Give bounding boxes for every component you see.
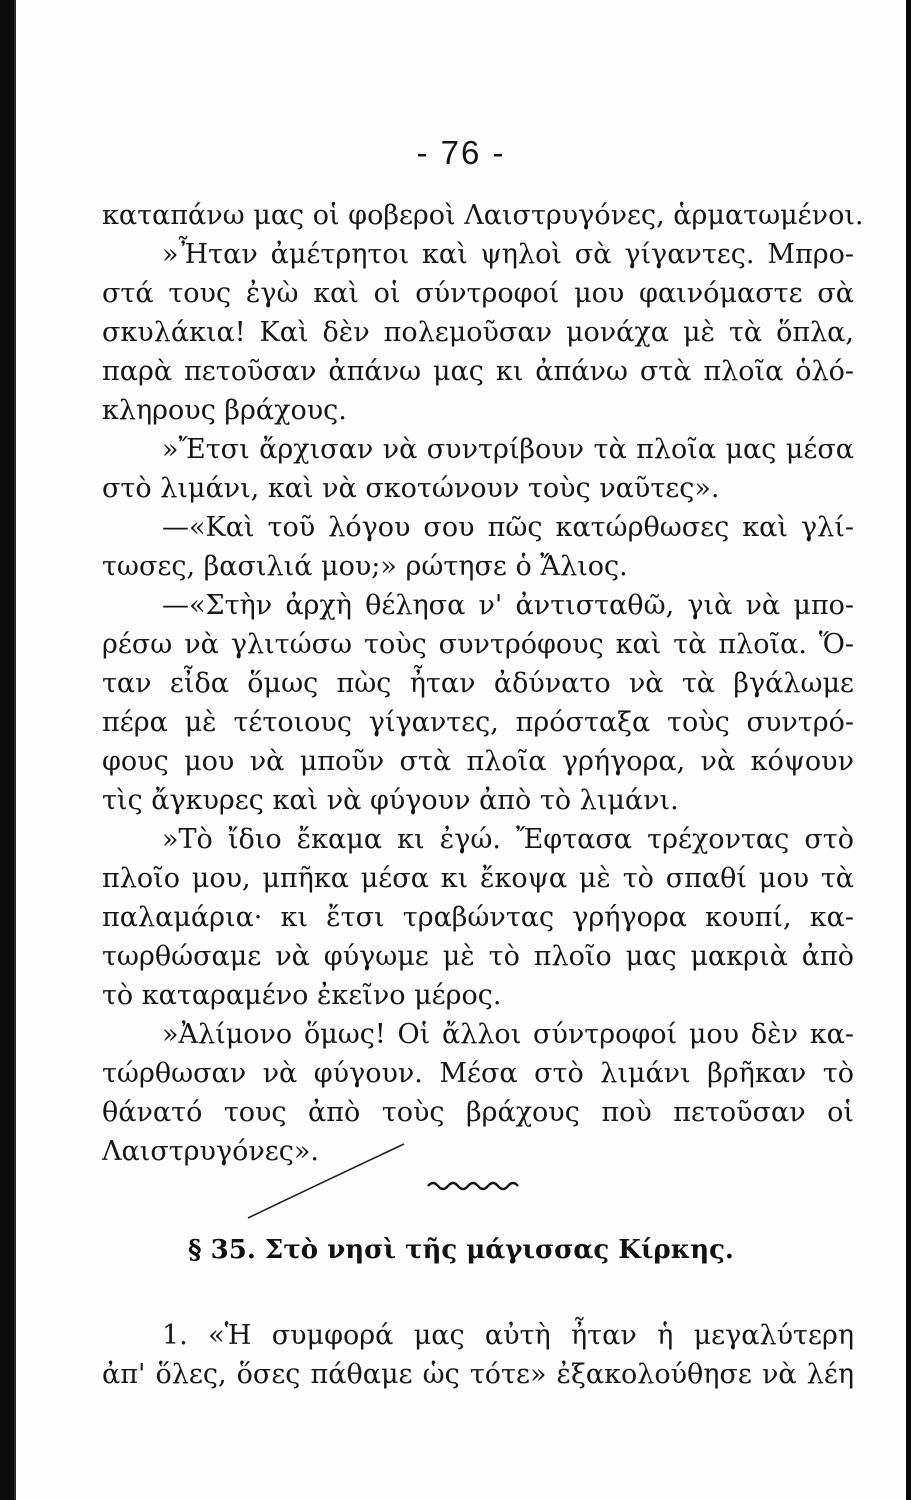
text-line: τωρθώσαμε νὰ φύγωμε μὲ τὸ πλοῖο μας μακριὰ ἀπὸ bbox=[102, 941, 854, 972]
text-line: ἀπ' ὅλες, ὅσες πάθαμε ὡς τότε» ἐξακολούθησε νὰ λέη bbox=[102, 1359, 854, 1390]
text-line: παρὰ πετοῦσαν ἀπάνω μας κι ἀπάνω στὰ πλοῖα ὁλό- bbox=[102, 356, 854, 387]
section-heading: § 35. Στὸ νησὶ τῆς μάγισσας Κίρκης. bbox=[188, 1235, 734, 1265]
pen-stroke-mark bbox=[246, 1140, 406, 1220]
text-line: »Ἔτσι ἄρχισαν νὰ συντρίβουν τὰ πλοῖα μας μέσα bbox=[162, 434, 854, 465]
text-line: —«Καὶ τοῦ λόγου σου πῶς κατώρθωσες καὶ γλί- bbox=[162, 512, 854, 543]
text-line: στά τους ἐγὼ καὶ οἱ σύντροφοί μου φαινόμαστε σὰ bbox=[102, 278, 854, 309]
text-line: παλαμάρια· κι ἔτσι τραβώντας γρήγορα κουπί, κα- bbox=[102, 902, 854, 933]
text-line: τὶς ἄγκυρες καὶ νὰ φύγουν ἀπὸ τὸ λιμάνι. bbox=[102, 785, 679, 816]
text-line: τὸ καταραμένο ἐκεῖνο μέρος. bbox=[102, 980, 502, 1011]
text-line: πέρα μὲ τέτοιους γίγαντες, πρόσταξα τοὺς συντρό- bbox=[102, 707, 854, 738]
text-line: »Τὸ ἴδιο ἔκαμα κι ἐγώ. Ἔφτασα τρέχοντας στὸ bbox=[162, 824, 854, 855]
book-page bbox=[14, 0, 906, 1500]
text-line: πλοῖο μου, μπῆκα μέσα κι ἔκοψα μὲ τὸ σπαθί μου τὰ bbox=[102, 863, 854, 894]
text-line: στὸ λιμάνι, καὶ νὰ σκοτώνουν τοὺς ναῦτες». bbox=[102, 473, 720, 504]
text-line: Λαιστρυγόνες». bbox=[102, 1136, 319, 1167]
text-line: ρέσω νὰ γλιτώσω τοὺς συντρόφους καὶ τὰ πλοῖα. Ὅ- bbox=[102, 629, 854, 660]
page-number: - 76 - bbox=[416, 134, 506, 171]
body-text bbox=[102, 196, 864, 1171]
text-line: »Ἦταν ἀμέτρητοι καὶ ψηλοὶ σὰ γίγαντες. Μπρο- bbox=[162, 239, 854, 270]
text-line: ταν εἶδα ὅμως πὼς ἦταν ἀδύνατο νὰ τὰ βγάλωμε bbox=[102, 668, 854, 699]
wavy-ornament bbox=[426, 1178, 521, 1194]
section-text bbox=[102, 1316, 854, 1394]
text-line: 1. «Ἡ συμφορά μας αὐτὴ ἦταν ἡ μεγαλύτερη bbox=[162, 1320, 854, 1351]
text-line: καταπάνω μας οἱ φοβεροὶ Λαιστρυγόνες, ἁρματωμένοι. bbox=[102, 200, 864, 231]
text-line: »Ἀλίμονο ὅμως! Οἱ ἄλλοι σύντροφοί μου δὲν κα- bbox=[162, 1019, 854, 1050]
text-line: τώρθωσαν νὰ φύγουν. Μέσα στὸ λιμάνι βρῆκαν τὸ bbox=[102, 1058, 854, 1089]
text-line: τωσες, βασιλιά μου;» ρώτησε ὁ Ἄλιος. bbox=[102, 551, 628, 582]
text-line: κληρους βράχους. bbox=[102, 395, 347, 426]
text-line: σκυλάκια! Καὶ δὲν πολεμοῦσαν μονάχα μὲ τὰ ὅπλα, bbox=[102, 317, 854, 348]
text-line: θάνατό τους ἀπὸ τοὺς βράχους ποὺ πετοῦσαν οἱ bbox=[102, 1097, 854, 1128]
text-line: φους μου νὰ μποῦν στὰ πλοῖα γρήγορα, νὰ κόψουν bbox=[102, 746, 854, 777]
text-line: —«Στὴν ἀρχὴ θέλησα ν' ἀντισταθῶ, γιὰ νὰ μπο- bbox=[162, 590, 854, 621]
